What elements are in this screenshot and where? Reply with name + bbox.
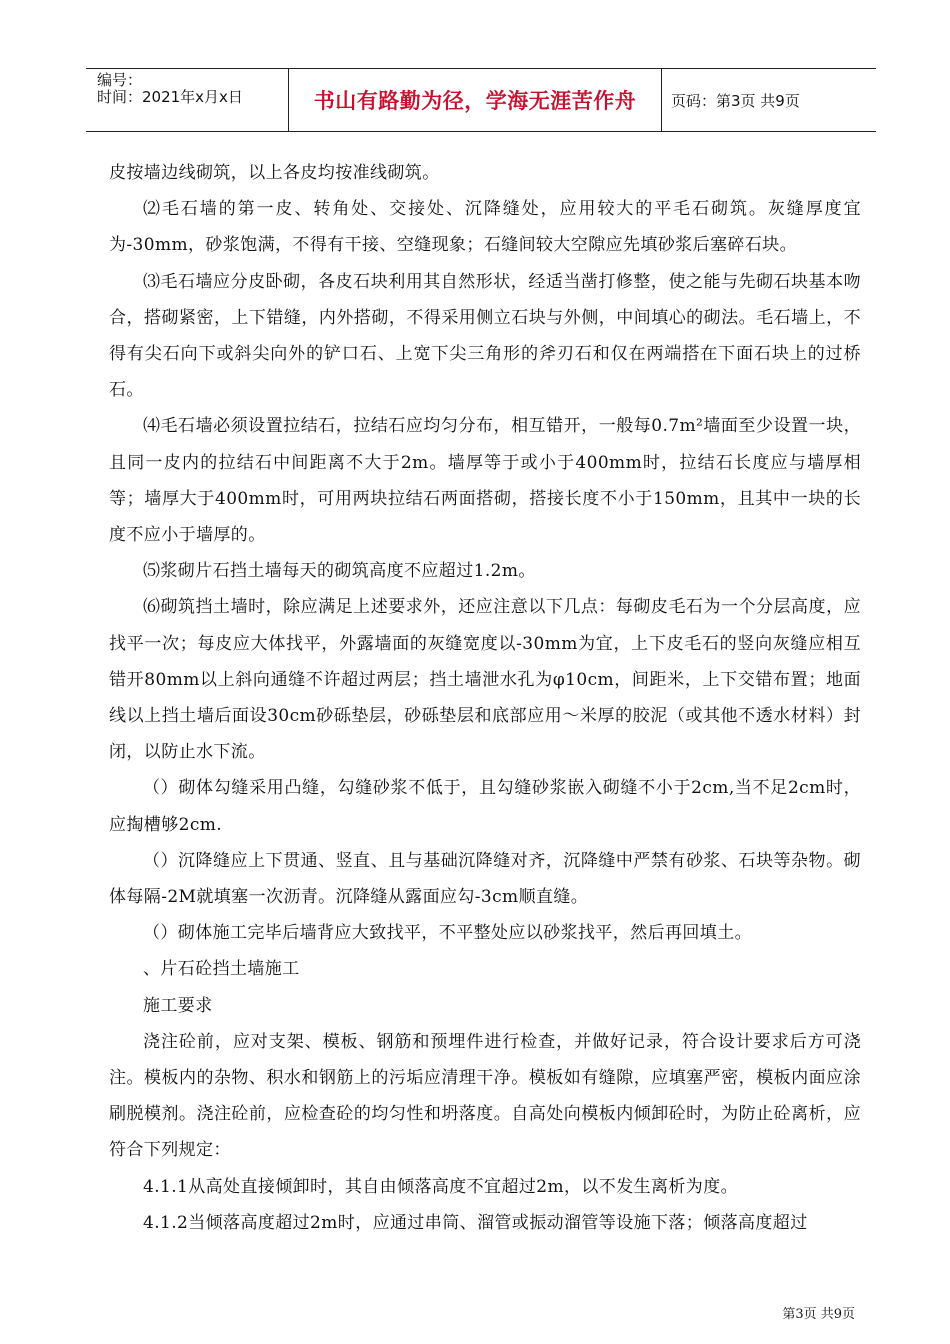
code-label: 编号： xyxy=(97,71,143,89)
section-heading: 、片石砼挡土墙施工 xyxy=(143,959,300,980)
header-page-cell xyxy=(662,69,876,131)
motto-text: 书山有路勤为径，学海无涯苦作舟 xyxy=(313,89,637,113)
paragraph: ⑵毛石墙的第一皮、转角处、交接处、沉降缝处，应用较大的平毛石砌筑。灰缝厚度宜为-30mm，砂浆饱满，不得有干接、空缝现象；石缝间较大空隙应先填砂浆后塞碎石块。 xyxy=(109,199,861,256)
page-header xyxy=(86,68,876,132)
paragraph: （）沉降缝应上下贯通、竖直、且与基础沉降缝对齐，沉降缝中严禁有砂浆、石块等杂物。砌体每隔-2M就填塞一次沥青。沉降缝从露面应勾-3cm顺直缝。 xyxy=(109,850,861,908)
paragraph: （）砌体勾缝采用凸缝，勾缝砂浆不低于，且勾缝砂浆嵌入砌缝不小于2cm,当不足2cm时，应掏槽够2cm. xyxy=(109,778,861,835)
paragraph: （）砌体施工完毕后墙背应大致找平，不平整处应以砂浆找平，然后再回填土。 xyxy=(143,923,752,944)
page-footer: 第3页 共9页 xyxy=(782,1307,855,1322)
header-motto-cell xyxy=(289,69,662,131)
paragraph: 皮按墙边线砌筑，以上各皮均按准线砌筑。 xyxy=(109,163,440,183)
time-label: 时间：2021年x月x日 xyxy=(97,88,243,106)
document-body xyxy=(109,155,861,1241)
paragraph: ⑷毛石墙必须设置拉结石，拉结石应均匀分布，相互错开，一般每0.7m²墙面至少设置一块，且同一皮内的拉结石中间距离不大于2m。墙厚等于或小于400mm时，拉结石长度应与墙厚相等；墙厚大于400mm时，可用两块拉结石两面搭砌，搭接长度不小于150mm，且其中一块的长度不应小于墙厚的。 xyxy=(109,416,861,546)
paragraph: 4.1.2当倾落高度超过2m时，应通过串筒、溜管或振动溜管等设施下落；倾落高度超过 xyxy=(143,1212,808,1233)
paragraph: ⑹砌筑挡土墙时，除应满足上述要求外，还应注意以下几点：每砌皮毛石为一个分层高度，应找平一次；每皮应大体找平，外露墙面的灰缝宽度以-30mm为宜，上下皮毛石的竖向灰缝应相互错开80mm以上斜向通缝不许超过两层；挡土墙泄水孔为φ10cm，间距米，上下交错布置；地面线以上挡土墙后面设30cm砂砾垫层，砂砾垫层和底部应用～米厚的胶泥（或其他不透水材料）封闭，以防止水下流。 xyxy=(109,597,861,763)
paragraph: 4.1.1从高处直接倾卸时，其自由倾落高度不宜超过2m，以不发生离析为度。 xyxy=(143,1176,738,1197)
paragraph: ⑶毛石墙应分皮卧砌，各皮石块利用其自然形状，经适当凿打修整，使之能与先砌石块基本吻合，搭砌紧密，上下错缝，内外搭砌，不得采用侧立石块与外侧，中间填心的砌法。毛石墙上，不得有尖石向下或斜尖向外的铲口石、上宽下尖三角形的斧刃石和仅在两端搭在下面石块上的过桥石。 xyxy=(109,271,861,401)
header-meta-cell xyxy=(86,69,289,131)
subsection-heading: 施工要求 xyxy=(143,995,213,1016)
paragraph: 浇注砼前，应对支架、模板、钢筋和预埋件进行检查，并做好记录，符合设计要求后方可浇注。模板内的杂物、积水和钢筋上的污垢应清理干净。模板如有缝隙，应填塞严密，模板内面应涂刷脱模剂。浇注砼前，应检查砼的均匀性和坍落度。自高处向模板内倾卸砼时，为防止砼离析，应符合下列规定： xyxy=(109,1031,861,1161)
paragraph: ⑸浆砌片石挡土墙每天的砌筑高度不应超过1.2m。 xyxy=(143,561,536,582)
page-info: 页码：第3页 共9页 xyxy=(671,91,800,110)
